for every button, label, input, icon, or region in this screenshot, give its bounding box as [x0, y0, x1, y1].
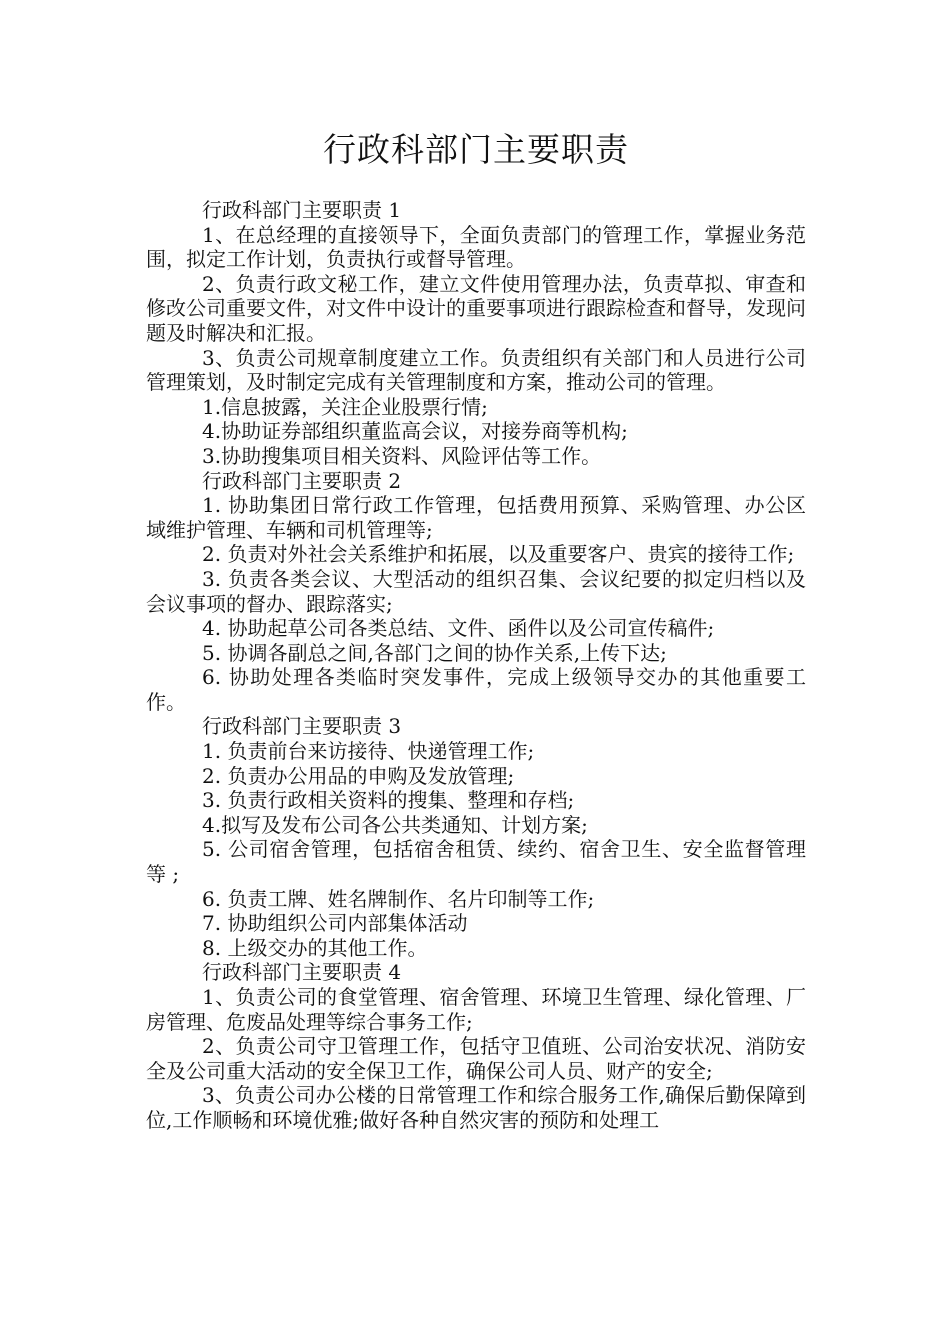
section-heading-1: 行政科部门主要职责 1 [202, 198, 402, 222]
paragraph: 3、负责公司办公楼的日常管理工作和综合服务工作,确保后勤保障到位,工作顺畅和环境优雅;做好各种自然灾害的预防和处理工 [146, 1083, 806, 1132]
paragraph: 1、在总经理的直接领导下，全面负责部门的管理工作，掌握业务范围，拟定工作计划，负责执行或督导管理。 [146, 222, 806, 272]
section-heading-3: 行政科部门主要职责 3 [202, 714, 402, 739]
paragraph: 6. 协助处理各类临时突发事件，完成上级领导交办的其他重要工作。 [146, 665, 806, 714]
paragraph: 8. 上级交办的其他工作。 [202, 935, 428, 960]
paragraph: 2. 负责对外社会关系维护和拓展，以及重要客户、贵宾的接待工作; [202, 542, 795, 567]
paragraph: 4.拟写及发布公司各公共类通知、计划方案; [202, 812, 588, 837]
paragraph: 5. 公司宿舍管理，包括宿舍租赁、续约、宿舍卫生、安全监督管理等 ; [146, 837, 806, 887]
paragraph: 3. 负责各类会议、大型活动的组织召集、会议纪要的拟定归档以及会议事项的督办、跟踪落实; [146, 566, 806, 616]
section-heading-4: 行政科部门主要职责 4 [202, 960, 402, 985]
paragraph: 4. 协助起草公司各类总结、文件、函件以及公司宣传稿件; [202, 616, 715, 641]
paragraph: 2、负责公司守卫管理工作，包括守卫值班、公司治安状况、消防安全及公司重大活动的安全保卫工作，确保公司人员、财产的安全; [146, 1034, 806, 1083]
paragraph: 3.协助搜集项目相关资料、风险评估等工作。 [202, 443, 602, 468]
document-title: 行政科部门主要职责 [323, 130, 629, 169]
paragraph: 6. 负责工牌、姓名牌制作、名片印制等工作; [202, 886, 595, 911]
document-page [146, 126, 806, 1133]
paragraph: 3、负责公司规章制度建立工作。负责组织有关部门和人员进行公司管理策划，及时制定完成有关管理制度和方案，推动公司的管理。 [146, 345, 806, 395]
section-heading-2: 行政科部门主要职责 2 [202, 468, 402, 493]
paragraph: 1. 负责前台来访接待、快递管理工作; [202, 739, 535, 764]
paragraph: 7. 协助组织公司内部集体活动 [202, 911, 468, 936]
paragraph: 1. 协助集团日常行政工作管理，包括费用预算、采购管理、办公区域维护管理、车辆和司机管理等; [146, 493, 806, 542]
paragraph: 1.信息披露，关注企业股票行情; [202, 394, 488, 419]
document-body [146, 198, 806, 1133]
paragraph: 5. 协调各副总之间,各部门之间的协作关系,上传下达; [202, 640, 667, 665]
paragraph: 4.协助证券部组织董监高会议，对接券商等机构; [202, 419, 628, 444]
paragraph: 2. 负责办公用品的申购及发放管理; [202, 763, 515, 788]
paragraph: 2、负责行政文秘工作，建立文件使用管理办法，负责草拟、审查和修改公司重要文件，对文件中设计的重要事项进行跟踪检查和督导，发现问题及时解决和汇报。 [146, 271, 806, 345]
paragraph: 1、负责公司的食堂管理、宿舍管理、环境卫生管理、绿化管理、厂房管理、危废品处理等综合事务工作; [146, 985, 806, 1034]
paragraph: 3. 负责行政相关资料的搜集、整理和存档; [202, 788, 575, 813]
